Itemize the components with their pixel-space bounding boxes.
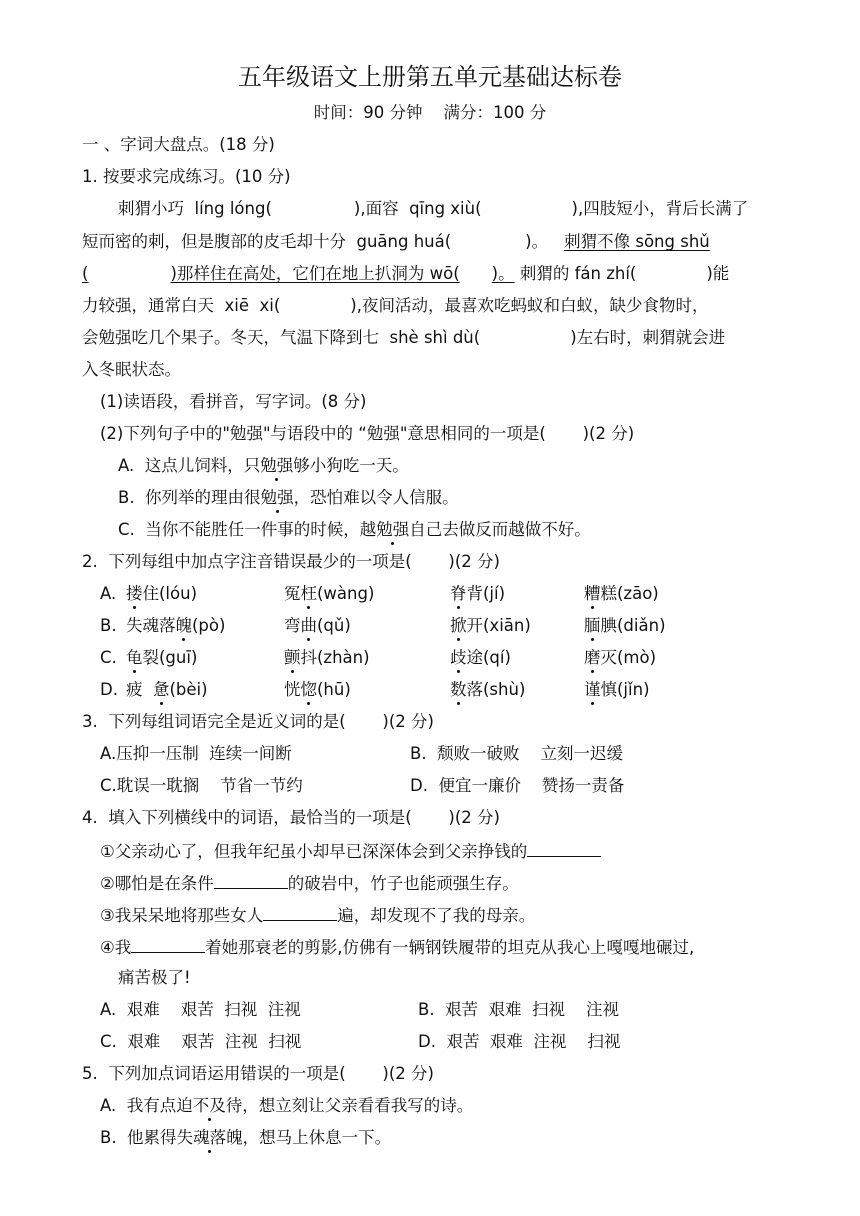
- pinyin-item: 歧途(qí): [450, 648, 511, 667]
- pinyin-item: 脊背(jí): [450, 584, 506, 603]
- question-2-heading: 2. 下列每组中加点字注音错误最少的一项是( )(2 分): [82, 552, 500, 571]
- question-3-heading: 3. 下列每组词语完全是近义词的是( )(2 分): [82, 712, 434, 731]
- sentence-1: ①父亲动心了，但我年纪虽小却早已深深体会到父亲挣钱的: [100, 840, 601, 862]
- option-c: C. 当你不能胜任一件事的时候，越勉强自己去做反而越做不好。: [118, 520, 591, 539]
- pinyin-item: 磨灭(mò): [584, 648, 657, 667]
- passage-line-2: 短而密的刺，但是腹部的皮毛却十分 guāng huá( )。 刺猬不像 sōng shǔ: [82, 232, 710, 251]
- option-b: B. 你列举的理由很勉强，恐怕难以令人信服。: [118, 488, 459, 507]
- section-heading: 一 、字词大盘点。(18 分): [82, 135, 275, 154]
- pinyin-item: 谨慎(jǐn): [584, 680, 650, 699]
- sub-question-1: (1)读语段，看拼音，写字词。(8 分): [100, 392, 367, 411]
- option-d: D. 便宜一廉价 赞扬一责备: [410, 776, 625, 795]
- option-b: B. 他累得失魂落魄，想马上休息一下。: [100, 1128, 392, 1147]
- passage-line-1: 刺猬小巧 líng lóng( ),面容 qīng xiù( ),四肢短小，背后长满了: [118, 199, 749, 218]
- sub-question-2: (2)下列句子中的"勉强"与语段中的 “勉强"意思相同的一项是( )(2 分): [100, 424, 635, 443]
- pinyin-item: 龟裂(guī): [126, 648, 198, 667]
- option-a: A.压抑一压制 连续一间断: [100, 744, 292, 763]
- pinyin-item: 失魂落魄(pò): [126, 616, 226, 635]
- option-a: A. 艰难 艰苦 扫视 注视: [100, 1000, 301, 1019]
- option-b: B. 艰苦 艰难 扫视 注视: [418, 1000, 620, 1019]
- option-a: A. 我有点迫不及待，想立刻让父亲看看我写的诗。: [100, 1096, 474, 1115]
- pinyin-item: 恍惚(hū): [284, 680, 351, 699]
- pinyin-item: 颤抖(zhàn): [284, 648, 370, 667]
- sentence-4-continued: 痛苦极了!: [118, 968, 191, 987]
- passage-line-6: 入冬眠状态。: [82, 360, 181, 379]
- question-5-heading: 5. 下列加点词语运用错误的一项是( )(2 分): [82, 1064, 434, 1083]
- sentence-4: ④我 着她那衰老的剪影,仿佛有一辆钢铁履带的坦克从我心上嘎嘎地碾过,: [100, 938, 695, 957]
- passage-line-5: 会勉强吃几个果子。冬天，气温下降到七 shè shì dù( )左右时，刺猬就会进: [82, 328, 726, 347]
- pinyin-item: 疲 惫(bèi): [126, 680, 208, 699]
- exam-info: 时间：90 分钟 满分：100 分: [313, 103, 547, 122]
- sentence-3: ③我呆呆地将那些女人 遍，却发现不了我的母亲。: [100, 906, 536, 925]
- pinyin-item: 糟糕(zāo): [584, 584, 659, 603]
- option-b: B. 颓败一破败 立刻一迟缓: [410, 744, 624, 763]
- option-label: C.: [100, 648, 117, 667]
- question-1-heading: 1. 按要求完成练习。(10 分): [82, 167, 291, 186]
- option-c: C. 艰难 艰苦 注视 扫视: [100, 1032, 302, 1051]
- pinyin-item: 数落(shù): [450, 680, 526, 699]
- option-a: A. 这点儿饲料，只勉强够小狗吃一天。: [118, 456, 409, 475]
- pinyin-item: 掀开(xiān): [450, 616, 531, 635]
- sentence-2: ②哪怕是在条件 的破岩中，竹子也能顽强生存。: [100, 874, 519, 893]
- option-label: A.: [100, 584, 117, 603]
- passage-line-3: ( )那样住在高处，它们在地上扒洞为 wō( )。 刺猬的 fán zhí( )能: [82, 264, 730, 283]
- page-title: 五年级语文上册第五单元基础达标卷: [238, 63, 622, 91]
- option-label: B.: [100, 616, 117, 635]
- pinyin-item: 弯曲(qǔ): [284, 616, 351, 635]
- passage-line-4: 力较强，通常白天 xiē xi( ),夜间活动，最喜欢吃蚂蚁和白蚁，缺少食物时，: [82, 296, 709, 315]
- option-c: C.耽误一耽搁 节省一节约: [100, 776, 303, 795]
- option-d: D. 艰苦 艰难 注视 扫视: [418, 1032, 621, 1051]
- question-4-heading: 4. 填入下列横线中的词语，最恰当的一项是( )(2 分): [82, 808, 500, 827]
- pinyin-item: 冤枉(wàng): [284, 584, 375, 603]
- pinyin-item: 搂住(lóu): [126, 584, 198, 603]
- option-label: D.: [100, 680, 118, 699]
- pinyin-item: 腼腆(diǎn): [584, 616, 666, 635]
